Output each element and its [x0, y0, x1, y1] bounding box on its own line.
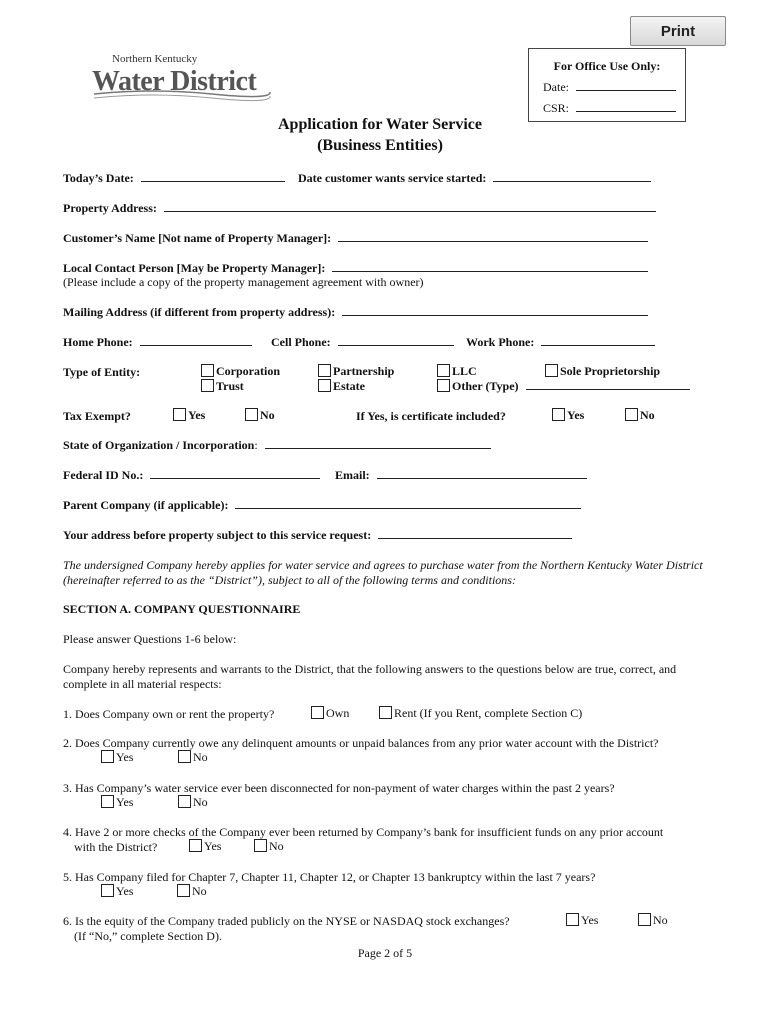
q6-no-checkbox[interactable] [638, 913, 651, 926]
page-title: Application for Water Service [278, 116, 482, 133]
home-phone-row [63, 335, 252, 350]
work-phone-label: Work Phone: [466, 335, 535, 349]
parent-company-row [63, 498, 581, 513]
customer-name-label: Customer’s Name [Not name of Property Manager]: [63, 231, 332, 245]
trust-label: Trust [216, 379, 244, 393]
page-number: Page 2 of 5 [357, 946, 413, 960]
no-label: No [260, 408, 275, 422]
office-date-label: Date: [543, 80, 569, 94]
q2-yes-option[interactable] [101, 750, 133, 765]
question-2: 2. Does Company currently owe any delinquent amounts or unpaid balances from any prior water account with the District? [63, 736, 659, 750]
q2-yes-checkbox[interactable] [101, 750, 114, 763]
q4-no-checkbox[interactable] [254, 839, 267, 852]
certificate-label: If Yes, is certificate included? [356, 409, 506, 423]
logo-line1: Northern Kentucky [112, 53, 198, 65]
question-4: 4. Have 2 or more checks of the Company ever been returned by Company’s bank for insufficient funds on any prior account [63, 825, 664, 839]
q6-yes-checkbox[interactable] [566, 913, 579, 926]
federal-id-field[interactable] [150, 468, 320, 479]
company-logo [92, 52, 274, 102]
logo-line2: Water District [92, 66, 257, 97]
instructions-text: Please answer Questions 1-6 below: [63, 632, 237, 646]
office-csr-field[interactable] [576, 101, 676, 112]
mailing-address-label: Mailing Address (if different from property address): [63, 305, 336, 319]
service-start-row [298, 171, 651, 186]
q2-no-option[interactable] [178, 750, 208, 765]
federal-id-label: Federal ID No.: [63, 468, 144, 482]
rent-label: Rent (If you Rent, complete Section C) [394, 706, 583, 720]
mailing-address-row [63, 305, 648, 320]
email-row [335, 468, 587, 483]
q1-rent-option[interactable] [379, 706, 582, 721]
tax-exempt-label: Tax Exempt? [63, 409, 131, 423]
corporation-label: Corporation [216, 364, 280, 378]
question-3: 3. Has Company’s water service ever been disconnected for non-payment of water charges within the past 2 years? [63, 781, 615, 795]
local-contact-label: Local Contact Person [May be Property Manager]: [63, 261, 326, 275]
local-contact-note: (Please include a copy of the property management agreement with owner) [63, 275, 424, 289]
q3-yes-option[interactable] [101, 795, 133, 810]
question-6-note: (If “No,” complete Section D). [74, 929, 222, 943]
office-date-field[interactable] [576, 80, 676, 91]
mailing-address-field[interactable] [342, 305, 648, 316]
q4-yes-checkbox[interactable] [189, 839, 202, 852]
cell-phone-field[interactable] [338, 335, 454, 346]
q4-no-option[interactable] [254, 839, 284, 854]
prior-address-label: Your address before property subject to this service request: [63, 528, 372, 542]
service-start-label: Date customer wants service started: [298, 171, 487, 185]
no-label: No [192, 884, 207, 898]
question-4-cont: with the District? [74, 840, 158, 854]
yes-label: Yes [116, 795, 134, 809]
yes-label: Yes [581, 913, 599, 927]
state-org-field[interactable] [265, 438, 491, 449]
section-a-heading: SECTION A. COMPANY QUESTIONNAIRE [63, 602, 301, 616]
q5-no-option[interactable] [177, 884, 207, 899]
q1-rent-checkbox[interactable] [379, 706, 392, 719]
yes-label: Yes [116, 750, 134, 764]
tax-exempt-yes-option[interactable] [173, 408, 205, 423]
yes-label: Yes [188, 408, 206, 422]
other-label: Other (Type) [452, 379, 519, 393]
entity-trust-option[interactable] [201, 379, 244, 394]
todays-date-row [63, 171, 285, 186]
entity-estate-option[interactable] [318, 379, 365, 394]
customer-name-row [63, 231, 648, 246]
no-label: No [269, 839, 284, 853]
prior-address-field[interactable] [378, 528, 572, 539]
todays-date-label: Today’s Date: [63, 171, 134, 185]
q5-yes-option[interactable] [101, 884, 133, 899]
q1-own-option[interactable] [311, 706, 349, 721]
corporation-checkbox[interactable] [201, 364, 214, 377]
certificate-yes-checkbox[interactable] [552, 408, 565, 421]
work-phone-field[interactable] [541, 335, 655, 346]
certificate-no-checkbox[interactable] [625, 408, 638, 421]
cell-phone-label: Cell Phone: [271, 335, 331, 349]
entity-partnership-option[interactable] [318, 364, 394, 379]
own-label: Own [326, 706, 350, 720]
question-6: 6. Is the equity of the Company traded publicly on the NYSE or NASDAQ stock exchanges? [63, 914, 510, 928]
entity-llc-option[interactable] [437, 364, 477, 379]
customer-name-field[interactable] [338, 231, 648, 242]
q3-yes-checkbox[interactable] [101, 795, 114, 808]
question-1: 1. Does Company own or rent the property? [63, 707, 275, 721]
tax-exempt-yes-checkbox[interactable] [173, 408, 186, 421]
q6-yes-option[interactable] [566, 913, 598, 928]
sole-proprietorship-label: Sole Proprietorship [560, 364, 661, 378]
trust-checkbox[interactable] [201, 379, 214, 392]
property-address-row [63, 201, 656, 216]
entity-corporation-option[interactable] [201, 364, 280, 379]
entity-other-option[interactable] [437, 379, 690, 394]
partnership-checkbox[interactable] [318, 364, 331, 377]
q4-yes-option[interactable] [189, 839, 221, 854]
parent-company-label: Parent Company (if applicable): [63, 498, 229, 512]
state-org-label: State of Organization / Incorporation [63, 438, 255, 452]
state-org-row [63, 438, 491, 453]
local-contact-row [63, 261, 648, 276]
work-phone-row [466, 335, 655, 350]
print-button[interactable]: Print [630, 16, 726, 46]
estate-label: Estate [333, 379, 365, 393]
certificate-yes-option[interactable] [552, 408, 584, 423]
sole-proprietorship-checkbox[interactable] [545, 364, 558, 377]
q5-no-checkbox[interactable] [177, 884, 190, 897]
federal-id-row [63, 468, 320, 483]
tax-exempt-no-option[interactable] [245, 408, 275, 423]
q5-yes-checkbox[interactable] [101, 884, 114, 897]
other-type-field[interactable] [526, 379, 690, 390]
local-contact-field[interactable] [332, 261, 648, 272]
q6-no-option[interactable] [638, 913, 668, 928]
colon: : [254, 438, 258, 452]
yes-label: Yes [567, 408, 585, 422]
q2-no-checkbox[interactable] [178, 750, 191, 763]
cell-phone-row [271, 335, 454, 350]
todays-date-field[interactable] [141, 171, 285, 182]
certificate-no-option[interactable] [625, 408, 655, 423]
no-label: No [193, 750, 208, 764]
property-address-label: Property Address: [63, 201, 157, 215]
represent-paragraph: Company hereby represents and warrants to the District, that the following answers to the questions below are true, correct, and complete in all material respects: [63, 662, 677, 691]
page-subtitle: (Business Entities) [317, 137, 443, 154]
office-csr-label: CSR: [543, 101, 570, 115]
yes-label: Yes [116, 884, 134, 898]
no-label: No [193, 795, 208, 809]
q3-no-option[interactable] [178, 795, 208, 810]
email-field[interactable] [377, 468, 587, 479]
partnership-label: Partnership [333, 364, 395, 378]
q3-no-checkbox[interactable] [178, 795, 191, 808]
property-address-field[interactable] [164, 201, 656, 212]
entity-sole-option[interactable] [545, 364, 660, 379]
question-5: 5. Has Company filed for Chapter 7, Chapter 11, Chapter 12, or Chapter 13 bankruptcy within the last 7 years? [63, 870, 596, 884]
intro-paragraph: The undersigned Company hereby applies for water service and agrees to purchase water from the Northern Kentucky Water District (hereinafter referred to as the “District”), subject to all of the following terms and conditions: [63, 558, 703, 587]
office-use-title: For Office Use Only: [553, 59, 661, 73]
office-use-box [528, 48, 686, 122]
llc-label: LLC [452, 364, 477, 378]
estate-checkbox[interactable] [318, 379, 331, 392]
prior-address-row [63, 528, 572, 543]
home-phone-field[interactable] [140, 335, 252, 346]
type-of-entity-label: Type of Entity: [63, 365, 141, 379]
home-phone-label: Home Phone: [63, 335, 133, 349]
q1-own-checkbox[interactable] [311, 706, 324, 719]
llc-checkbox[interactable] [437, 364, 450, 377]
email-label: Email: [335, 468, 370, 482]
yes-label: Yes [204, 839, 222, 853]
no-label: No [653, 913, 668, 927]
service-start-field[interactable] [493, 171, 651, 182]
parent-company-field[interactable] [235, 498, 581, 509]
tax-exempt-no-checkbox[interactable] [245, 408, 258, 421]
other-checkbox[interactable] [437, 379, 450, 392]
no-label: No [640, 408, 655, 422]
